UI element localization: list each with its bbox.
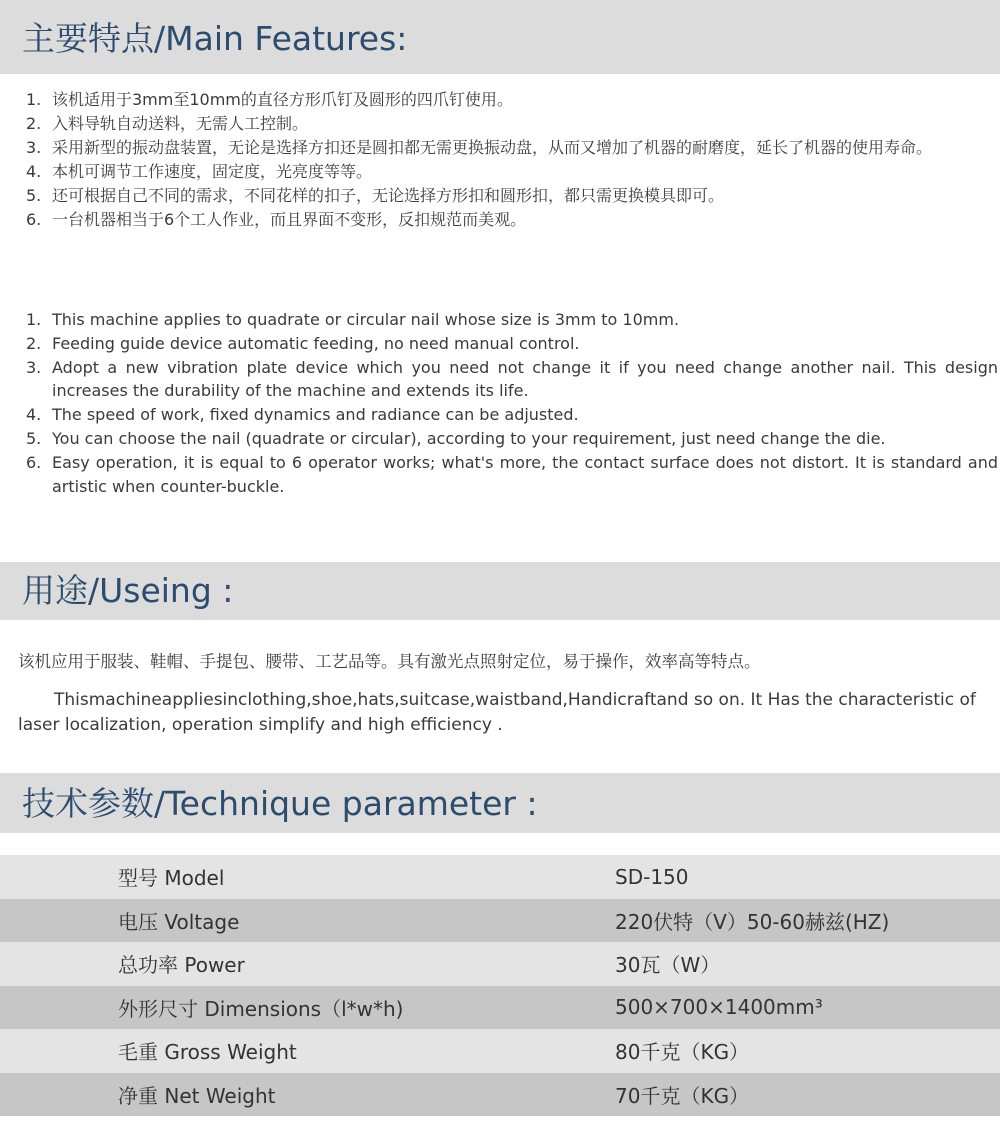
spec-param: 电压 Voltage (118, 909, 240, 934)
list-item (26, 88, 996, 112)
list-item (26, 427, 998, 451)
technique-title: 技术参数/Technique parameter : (22, 784, 538, 823)
spec-param: 净重 Net Weight (118, 1083, 276, 1108)
list-item (26, 160, 996, 184)
list-item-text: This machine applies to quadrate or circular nail whose size is 3mm to 10mm. (52, 310, 680, 329)
list-item-text: The speed of work, fixed dynamics and radiance can be adjusted. (52, 405, 579, 425)
table-row (0, 1029, 1000, 1073)
list-item-number: 3. (26, 138, 42, 157)
list-item (26, 332, 998, 356)
spec-value: 30瓦（W） (615, 953, 721, 978)
list-item-number: 1. (26, 90, 42, 109)
table-row (0, 986, 1000, 1030)
list-item-text: 还可根据自己不同的需求，不同花样的扣子，无论选择方形扣和圆形扣，都只需更换模具即可。 (52, 186, 725, 205)
list-item-text: 本机可调节工作速度，固定度，光亮度等等。 (52, 162, 373, 181)
list-item-number: 2. (26, 114, 42, 133)
list-item-number: 6. (26, 210, 42, 229)
list-item-number: 4. (26, 405, 42, 425)
spec-value: 220伏特（V）50-60赫兹(HZ) (615, 909, 890, 934)
list-item-text: You can choose the nail (quadrate or circular), according to your requirement, just need change the die. (52, 428, 886, 448)
list-item-text: 该机适用于3mm至10mm的直径方形爪钉及圆形的四爪钉使用。 (52, 90, 513, 109)
table-row (0, 1073, 1000, 1117)
spec-value: 70千克（KG） (615, 1083, 750, 1108)
spec-param: 总功率 Power (118, 953, 245, 978)
list-item-text: Easy operation, it is equal to 6 operator works; what's more, the contact surface does not distort. It is standard and artistic when counter-buckle. (52, 452, 998, 496)
table-row (0, 855, 1000, 899)
list-item (26, 184, 996, 208)
table-row (0, 899, 1000, 943)
list-item-number: 6. (26, 452, 42, 472)
list-item (26, 112, 996, 136)
list-item-number: 4. (26, 162, 42, 181)
list-item-text: 一台机器相当于6个工人作业，而且界面不变形，反扣规范而美观。 (52, 210, 527, 229)
using-header (0, 562, 1000, 620)
list-item-number: 1. (26, 310, 42, 329)
using-text-cn: 该机应用于服装、鞋帽、手提包、腰带、工艺品等。具有激光点照射定位，易于操作，效率高等特点。 (18, 652, 761, 671)
list-item-number: 5. (26, 186, 42, 205)
spec-param: 毛重 Gross Weight (118, 1040, 297, 1065)
list-item-text: Feeding guide device automatic feeding, no need manual control. (52, 333, 580, 353)
spec-value: 500×700×1400mm³ (615, 995, 823, 1020)
list-item-number: 2. (26, 333, 42, 353)
list-item-number: 5. (26, 428, 42, 448)
using-title: 用途/Useing : (22, 571, 234, 610)
spec-value: 80千克（KG） (615, 1040, 750, 1065)
list-item (26, 356, 998, 404)
list-item (26, 308, 998, 332)
spec-param: 型号 Model (118, 866, 225, 891)
spec-param: 外形尺寸 Dimensions（l*w*h) (118, 996, 404, 1021)
features-list-en (26, 308, 998, 498)
using-text-en: Thismachineappliesinclothing,shoe,hats,suitcase,waistband,Handicraftand so on. It Has the characteristic of laser localization, operation simplify and high efficiency . (18, 690, 976, 735)
list-item (26, 403, 998, 427)
features-header (0, 0, 1000, 74)
list-item-number: 3. (26, 357, 42, 377)
spec-value: SD-150 (615, 864, 689, 889)
spec-table (0, 855, 1000, 1116)
table-row (0, 942, 1000, 986)
list-item (26, 451, 998, 499)
technique-header (0, 773, 1000, 833)
list-item-text: Adopt a new vibration plate device which you need not change it if you need change another nail. This design increases the durability of the machine and extends its life. (52, 357, 998, 401)
list-item-text: 入料导轨自动送料，无需人工控制。 (52, 114, 309, 133)
features-title: 主要特点/Main Features: (22, 19, 408, 58)
features-list-cn (26, 88, 996, 232)
list-item (26, 136, 996, 160)
list-item-text: 采用新型的振动盘装置，无论是选择方扣还是圆扣都无需更换振动盘，从而又增加了机器的耐磨度，延长了机器的使用寿命。 (52, 138, 933, 157)
list-item (26, 208, 996, 232)
